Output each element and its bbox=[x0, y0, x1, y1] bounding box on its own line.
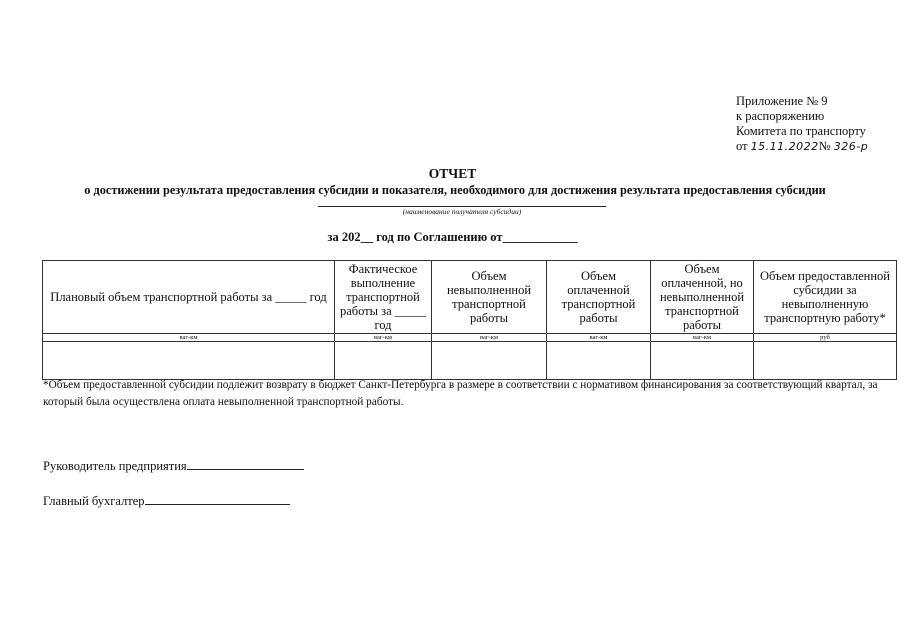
unit-cell: ваг-км bbox=[335, 334, 432, 342]
header-actual-volume: Фактическое выполнение транспортной работы за _____ год bbox=[335, 261, 432, 334]
unit-cell: ваг-км bbox=[547, 334, 651, 342]
data-cell bbox=[43, 342, 335, 380]
header-paid-volume: Объем оплаченной транспортной работы bbox=[547, 261, 651, 334]
unit-cell: ваг-км bbox=[43, 334, 335, 342]
header-subsidy-volume: Объем предоставленной субсидии за невыполненную транспортную работу* bbox=[754, 261, 897, 334]
appendix-order-ref: к распоряжению bbox=[736, 109, 825, 123]
handwritten-date: 15.11.2022 bbox=[750, 140, 819, 153]
data-cell bbox=[547, 342, 651, 380]
report-title: ОТЧЕТ bbox=[428, 166, 477, 181]
footnote: *Объем предоставленной субсидии подлежит возврату в бюджет Санкт-Петербурга в размере в соответствии с нормативом финансирования за соответствующий квартал, за который была осуществлена оплата невыполненной транспортной работы. bbox=[43, 379, 878, 408]
appendix-date-line bbox=[736, 139, 868, 154]
header-paid-unfulfilled-volume: Объем оплаченной, но невыполненной транспортной работы bbox=[651, 261, 754, 334]
header-unfulfilled-volume: Объем невыполненной транспортной работы bbox=[432, 261, 547, 334]
accountant-label: Главный бухгалтер bbox=[43, 494, 145, 508]
unit-cell: ваг-км bbox=[432, 334, 547, 342]
appendix-block bbox=[736, 94, 868, 154]
accountant-signature bbox=[43, 493, 290, 509]
report-subtitle: о достижении результата предоставления субсидии и показателя, необходимого для достижения результата предоставления субсидии bbox=[84, 183, 826, 197]
director-signature-line bbox=[187, 458, 304, 470]
table-data-row bbox=[43, 342, 897, 380]
director-label: Руководитель предприятия bbox=[43, 459, 187, 473]
accountant-signature-line bbox=[145, 493, 290, 505]
table-units-row bbox=[43, 334, 897, 342]
director-signature bbox=[43, 458, 304, 474]
unit-cell: ваг-км bbox=[651, 334, 754, 342]
data-cell bbox=[754, 342, 897, 380]
data-cell bbox=[335, 342, 432, 380]
recipient-caption: (наименование получателя субсидии) bbox=[402, 207, 522, 216]
table-header-row bbox=[43, 261, 897, 334]
report-period: за 202__ год по Соглашению от____________ bbox=[327, 230, 578, 244]
date-prefix: от bbox=[736, 139, 748, 153]
header-planned-volume: Плановый объем транспортной работы за _____ год bbox=[43, 261, 335, 334]
number-prefix: № bbox=[818, 139, 831, 153]
report-table bbox=[42, 260, 897, 380]
unit-cell: руб bbox=[754, 334, 897, 342]
data-cell bbox=[432, 342, 547, 380]
data-cell bbox=[651, 342, 754, 380]
handwritten-number: 326-р bbox=[833, 140, 869, 153]
appendix-committee: Комитета по транспорту bbox=[736, 124, 866, 138]
appendix-number: Приложение № 9 bbox=[736, 94, 828, 108]
